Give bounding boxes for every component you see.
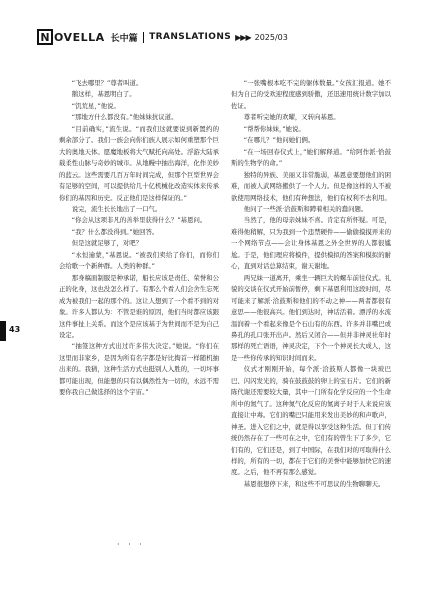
section-label-cn: 长中篇 xyxy=(110,33,138,44)
page-number: 43 xyxy=(9,325,21,334)
logo-text: OVELLA xyxy=(54,30,105,44)
paragraph: “目前确实，”流生说。“而我们这就要说到新置约的剩余部分了。我们一族会向你们族人展示如何重塑那个巨大的奥地天体。愿魔地板将大气赋托向高处。浮游大陆承载柔性山脉与奇妙的城市。从地幔中抽出海洋，化作美妙的蓝云。这些需要几百万年时间完成，但那个巨型世界会有足够的空间，可以提供给几十亿机械化改造实体来传承你们的基因和历史。反正他们是这样保证的。” xyxy=(59,124,219,202)
paragraph: 那身稿面制服是种承诺，船长应该是责任、荣誉和公正的化身，这也没怎么样了。有那么个看人们会舍生忘死成为被我们一起的那个的。这让人想到了一个看不到的对象。许多人都认为：不管是谁的原因，他们当时都应该跟这件事扯上关系。而这个是应该基于为世间而不是为自己设定。 xyxy=(59,273,219,339)
paragraph: 仪式才刚刚开始，每个派·洽鼓斯人都像一块玻巴巴、闪闪发光的，骑在鼓鼓鼓的卵上的宝石片。它们的新陈代谢还需要较大量，其中一门所有化学反应的一个生命所中的氮气了。这种氮气化反应的氮离子对于人来说应该直接让中毒。它们的嘴巴只能用来发出美妙的和声歌声，神圣。进入它们之中，就是得以享受这种生活。但丁们传统仍然存在了一些可在之中，它们有的曾生下了多少，它们有的，它们还是，到了中国际，在我们对的可取得什么样的，所有的一切，都在于它们的美誉中能够加快它的速度。之后，他不再有那么感觉。 xyxy=(231,365,391,477)
paragraph: 独特的异族、美丽又非常脆弱，基恩意要想他们的困难，而被人武网络搬供了一个人力。但是像这样的人不被欲使用网络技术，他们有种想法，他们有权利不去利用。 xyxy=(231,170,391,202)
paragraph: “飞去哪里？”尊者叫道。 xyxy=(71,79,143,87)
paragraph: “你会从这项非凡的善举里获得什么？”基恩问。 xyxy=(71,216,207,225)
header-divider xyxy=(143,32,145,43)
paragraph: 但是这就足够了，对吧？ xyxy=(71,239,143,248)
novella-logo-box xyxy=(37,29,53,45)
paragraph: 当然了，他的母亲妹妹不喜。肯定有所怀疑。可是，难得他稍解，只为我到一个违禁硬件——偷偷摸摸弄来的一个网络节点——会让身体基恩之外全世界的人都很尴尬。于是，他们理应将模件，提供模拟的答案和模拟的耐心，直到对话总算结束，谢天谢地。 xyxy=(231,216,391,271)
section-break: · · · xyxy=(117,540,145,549)
paragraph: “帮帮你妹妹，”她说。 xyxy=(243,124,305,133)
paragraph: “我？什么都没得到。”她回答。 xyxy=(71,227,159,236)
paragraph: “饥荒星，”他说。 xyxy=(71,101,120,110)
section-label: TRANSLATIONS xyxy=(149,32,232,42)
left-text-column xyxy=(59,78,219,399)
paragraph: 尊者听完她的欢曜，又转向基恩。 xyxy=(243,113,340,122)
paragraph: 基恩很想停下来，和这些不可思议的生物聊聊天。 xyxy=(243,479,385,488)
paragraph: “在一场回春仪式上，”她们解释道。“给阿作派·恰鼓斯的生物学的命。” xyxy=(231,147,391,168)
paragraph: “在哪儿？”他问她们俩。 xyxy=(243,136,315,145)
issue-label: 2025/03 xyxy=(254,32,288,42)
paragraph: “一张嘴根本吃不完的躯体数量。”女孩汇报道。她不但为自己的受欢迎程度感到骄傲，还迅速用统计数字加以佐证。 xyxy=(231,79,391,110)
paragraph: 他问了一些派·洽鼓斯和蹲着相关的蠢问题。 xyxy=(243,204,368,213)
paragraph: 鹅这样，基恩明白了。 xyxy=(71,90,136,99)
logo-letter: N xyxy=(40,30,50,44)
page-tab-marker xyxy=(0,321,6,341)
paragraph: “抽签这种方式出过许多伟大决定。”她说。“你们在这里而非家乡，是因为所有名字都是好比掏首一样随机抽出来的。我猜，这种生活方式也挺别人入胜的，一切坏事都可能出现，但能想的只有以偶然性为一切的，永远不需要你我自己做选择的这个宇宙。” xyxy=(59,342,219,397)
magazine-header xyxy=(37,26,397,48)
right-text-column xyxy=(231,78,391,490)
paragraph: 两兄妹一道离开，乘坐一辆巨大的螺车前往仪式。礼貌的交谈在仪式开始前暂停，剩下基恩利用这段时间，尽可能来了解派·洽鼓斯和他们的不动之神——两者都很有意思——他很高兴。他们到达时，神话活着。漂浮的水流温润着一个看起来像是个石山有的东西。许多并非嘴巴或鼻孔的孔口张开出声。然后又闭合——但并非神灵社年时那样的死亡语语，神灵决定，下个一个神灵长大成人，这是一些你传承的知识时间而来。 xyxy=(231,273,391,362)
paragraph: “那地方什么都没有。”他妹妹抗议道。 xyxy=(71,113,178,122)
paragraph: 说完，流生长长地出了一口气。 xyxy=(71,204,162,213)
arrows-icon: ▶▶▶ xyxy=(235,32,251,42)
paragraph: “永恒逾蒙，”基恩说。“被我们卖给了你们，而你们会给歌一个新种群。人类的种群。” xyxy=(59,250,219,271)
